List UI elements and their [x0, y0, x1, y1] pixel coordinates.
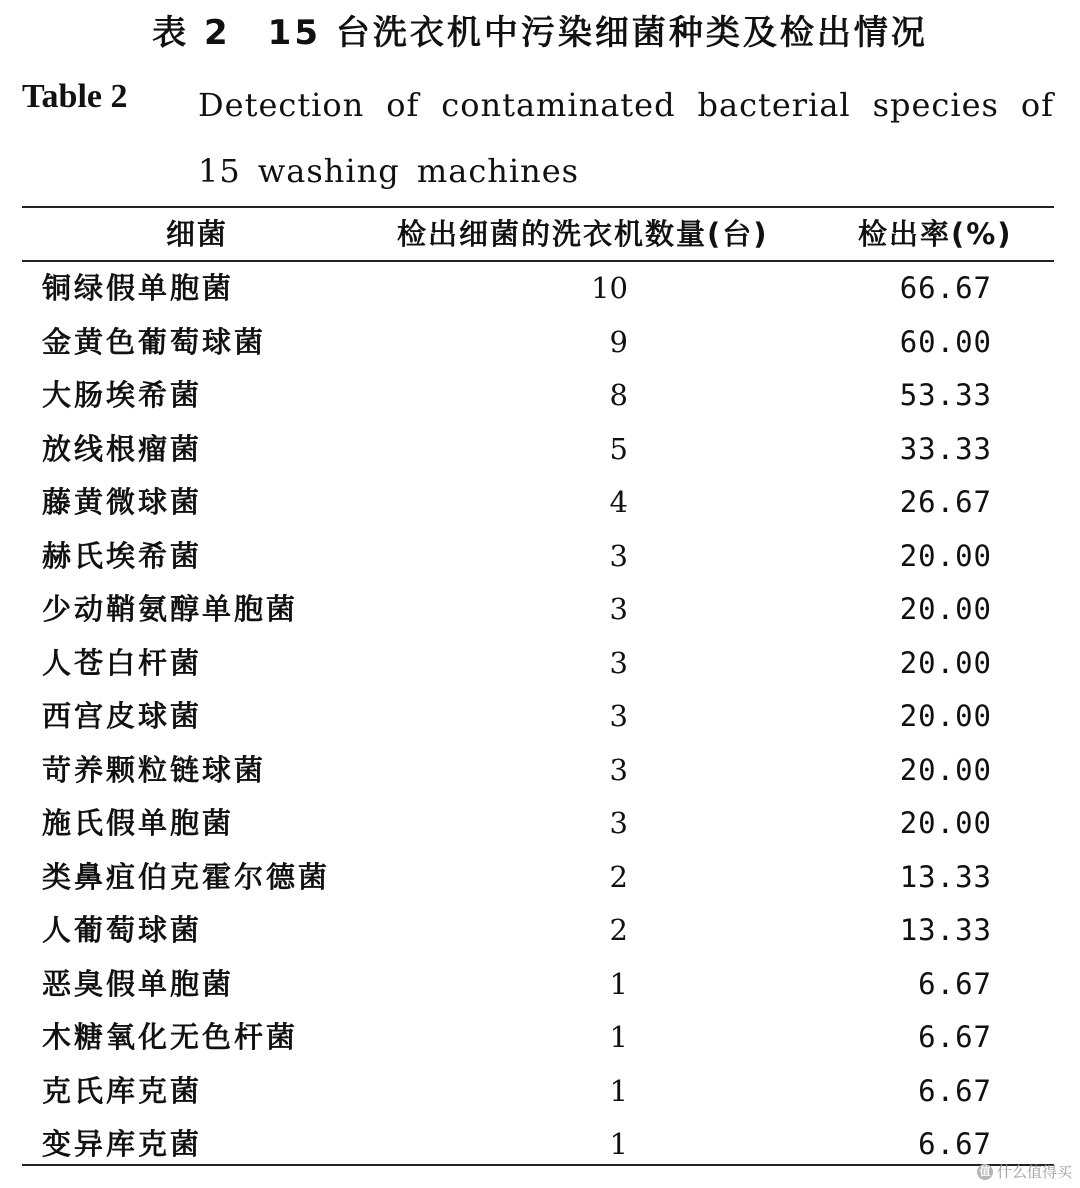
- bacteria-name-cell: 西宫皮球菌: [42, 699, 203, 733]
- table-row: [0, 904, 1080, 958]
- table-row: [0, 958, 1080, 1012]
- bacteria-name-cell: 大肠埃希菌: [42, 378, 203, 412]
- machine-count-cell: 1: [609, 1127, 628, 1161]
- watermark-text: 什么值得买: [996, 1163, 1072, 1181]
- detection-rate-cell: 26.67: [899, 485, 992, 519]
- table-row: [0, 583, 1080, 637]
- bacteria-name-cell: 变异库克菌: [42, 1127, 203, 1161]
- machine-count-cell: 3: [609, 752, 628, 787]
- table-row: [0, 637, 1080, 691]
- table-row: [0, 262, 1080, 316]
- header-machine-count: 检出细菌的洗衣机数量(台): [397, 217, 769, 251]
- header-bacteria: 细菌: [166, 217, 229, 251]
- table-label-english: Table 2: [22, 78, 128, 115]
- bacteria-name-cell: 藤黄微球菌: [42, 485, 203, 519]
- watermark: [977, 1161, 1072, 1182]
- detection-rate-cell: 20.00: [899, 806, 992, 840]
- table-row: [0, 851, 1080, 905]
- machine-count-cell: 10: [591, 271, 628, 305]
- bacteria-name-cell: 金黄色葡萄球菌: [42, 324, 267, 359]
- bacteria-name-cell: 木糖氧化无色杆菌: [42, 1020, 299, 1054]
- machine-count-cell: 8: [609, 378, 628, 412]
- bacteria-name-cell: 铜绿假单胞菌: [42, 271, 235, 305]
- detection-rate-cell: 20.00: [899, 538, 992, 573]
- table-row: [0, 1065, 1080, 1119]
- table-body: [0, 262, 1080, 1172]
- machine-count-cell: 2: [609, 859, 628, 894]
- table-row: [0, 744, 1080, 798]
- machine-count-cell: 3: [609, 538, 628, 573]
- detection-rate-cell: 33.33: [899, 431, 992, 466]
- machine-count-cell: 4: [609, 485, 628, 519]
- table-bottom-rule: [22, 1164, 1054, 1166]
- detection-rate-cell: 20.00: [899, 752, 992, 787]
- detection-rate-cell: 60.00: [899, 324, 992, 359]
- table-row: [0, 423, 1080, 477]
- table-row: [0, 369, 1080, 423]
- table-row: [0, 316, 1080, 370]
- watermark-logo-icon: 值: [977, 1164, 993, 1180]
- bacteria-name-cell: 施氏假单胞菌: [42, 806, 235, 840]
- detection-rate-cell: 20.00: [899, 645, 992, 680]
- bacteria-name-cell: 赫氏埃希菌: [42, 538, 203, 573]
- detection-rate-cell: 66.67: [899, 271, 992, 305]
- bacteria-name-cell: 少动鞘氨醇单胞菌: [42, 592, 299, 626]
- detection-rate-cell: 6.67: [918, 1127, 992, 1161]
- bacteria-name-cell: 克氏库克菌: [42, 1073, 203, 1108]
- table-title-chinese: 表 2 15 台洗衣机中污染细菌种类及检出情况: [152, 13, 928, 53]
- detection-rate-cell: 53.33: [899, 378, 992, 412]
- bacteria-name-cell: 人苍白杆菌: [42, 645, 203, 680]
- table-row: [0, 1011, 1080, 1065]
- detection-rate-cell: 6.67: [918, 1020, 992, 1054]
- table-row: [0, 797, 1080, 851]
- table-title-english: Detection of contaminated bacterial species of 15 washing machines: [198, 86, 1054, 190]
- bacteria-name-cell: 放线根瘤菌: [42, 431, 203, 466]
- machine-count-cell: 1: [609, 966, 628, 1001]
- machine-count-cell: 9: [609, 324, 628, 359]
- table-row: [0, 476, 1080, 530]
- detection-rate-cell: 20.00: [899, 592, 992, 626]
- table-row: [0, 690, 1080, 744]
- detection-rate-cell: 13.33: [899, 913, 992, 947]
- header-detection-rate: 检出率(%): [858, 217, 1013, 251]
- bacteria-name-cell: 类鼻疽伯克霍尔德菌: [42, 859, 331, 894]
- machine-count-cell: 1: [609, 1020, 628, 1054]
- detection-rate-cell: 20.00: [899, 699, 992, 733]
- table-header: [0, 208, 1080, 260]
- bacteria-name-cell: 人葡萄球菌: [42, 913, 203, 947]
- machine-count-cell: 5: [609, 431, 628, 466]
- bacteria-name-cell: 恶臭假单胞菌: [42, 966, 235, 1001]
- table-row: [0, 530, 1080, 584]
- detection-rate-cell: 6.67: [918, 1073, 992, 1108]
- machine-count-cell: 3: [609, 645, 628, 680]
- machine-count-cell: 3: [609, 806, 628, 840]
- detection-rate-cell: 13.33: [899, 859, 992, 894]
- detection-rate-cell: 6.67: [918, 966, 992, 1001]
- machine-count-cell: 3: [609, 699, 628, 733]
- machine-count-cell: 1: [609, 1073, 628, 1108]
- bacteria-name-cell: 苛养颗粒链球菌: [42, 752, 267, 787]
- machine-count-cell: 3: [609, 592, 628, 626]
- machine-count-cell: 2: [609, 913, 628, 947]
